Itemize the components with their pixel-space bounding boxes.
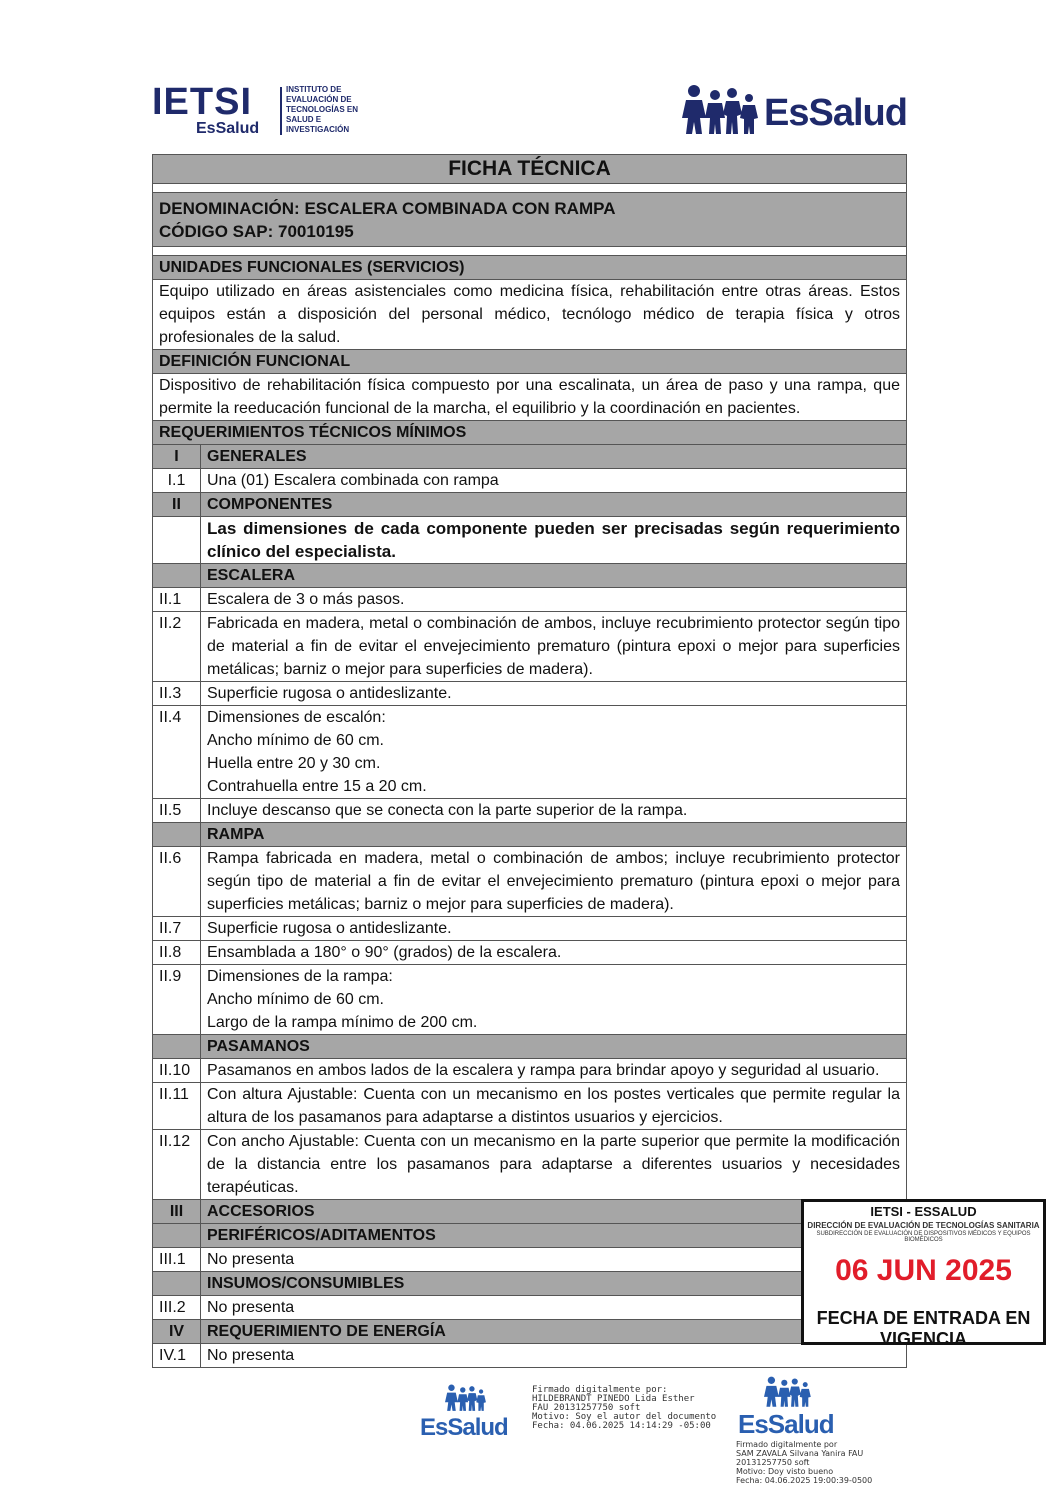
section-heading: COMPONENTES [201, 493, 907, 517]
row-number: II.5 [153, 799, 201, 823]
subsection-heading: INSUMOS/CONSUMIBLES [201, 1272, 907, 1296]
signature-logo-text: EsSalud [738, 1409, 834, 1439]
signature-line: Firmado digitalmente por [736, 1440, 838, 1449]
row-line: Dimensiones de escalón: [207, 709, 386, 726]
section-heading: GENERALES [201, 445, 907, 469]
table-row [153, 1130, 907, 1200]
row-text: No presenta [201, 1344, 907, 1368]
essalud-family-icon [444, 1384, 488, 1412]
table-row [153, 847, 907, 917]
table-row [153, 1296, 907, 1320]
row-number: IV.1 [153, 1344, 201, 1368]
section-heading: REQUERIMIENTO DE ENERGÍA [201, 1320, 907, 1344]
signature-logo [420, 1384, 510, 1444]
signature-line: FAU 20131257750 soft [532, 1403, 641, 1413]
table-row [153, 564, 907, 588]
row-number: IV [153, 1320, 201, 1344]
table-row [153, 799, 907, 823]
row-number [153, 564, 201, 588]
signature-line: HILDEBRANDT PINEDO Lida Esther [532, 1394, 695, 1404]
validity-stamp [801, 1199, 1046, 1349]
row-number: II.10 [153, 1059, 201, 1083]
components-note: Las dimensiones de cada componente pueden ser precisadas según requerimiento clínico del especialista. [201, 517, 907, 564]
row-number: I.1 [153, 469, 201, 493]
row-number: III.2 [153, 1296, 201, 1320]
spacer-row [153, 184, 907, 193]
row-number: II.4 [153, 706, 201, 799]
row-text: Una (01) Escalera combinada con rampa [201, 469, 907, 493]
row-number: I [153, 445, 201, 469]
ficha-tecnica-table [152, 154, 907, 1368]
row-number [153, 823, 201, 847]
signature-line: SAM ZAVALA Silvana Yanira FAU [736, 1449, 864, 1458]
stamp-subdireccion: SUBDIRECCIÓN DE EVALUACIÓN DE DISPOSITIVOS MÉDICOS Y EQUIPOS BIOMÉDICOS [816, 1231, 1031, 1243]
table-row [153, 1059, 907, 1083]
row-line: Largo de la rampa mínimo de 200 cm. [207, 1014, 478, 1031]
row-number [153, 1035, 201, 1059]
table-row [153, 965, 907, 1035]
definicion-text: Dispositivo de rehabilitación física compuesto por una escalinata, un área de paso y una rampa, que permite la reeducación funcional de la marcha, el equilibrio y la coordinación en pacientes. [153, 374, 907, 421]
row-line: Ancho mínimo de 60 cm. [207, 991, 384, 1008]
essalud-logo-text: EsSalud [764, 92, 907, 134]
table-row [153, 1248, 907, 1272]
row-number: II.3 [153, 682, 201, 706]
row-text [201, 706, 907, 799]
row-number: II.7 [153, 917, 201, 941]
row-number: III [153, 1200, 201, 1224]
row-text: Ensamblada a 180° o 90° (grados) de la escalera. [201, 941, 907, 965]
row-text: Pasamanos en ambos lados de la escalera y rampa para brindar apoyo y seguridad al usuario. [201, 1059, 907, 1083]
definicion-title: DEFINICIÓN FUNCIONAL [153, 350, 907, 374]
stamp-label: FECHA DE ENTRADA EN VIGENCIA [816, 1308, 1031, 1349]
table-row [153, 1200, 907, 1224]
ietsi-logo-sub: EsSalud [196, 120, 260, 137]
row-number [153, 1224, 201, 1248]
table-row [153, 588, 907, 612]
row-text: Escalera de 3 o más pasos. [201, 588, 907, 612]
signature-logo [738, 1376, 838, 1438]
table-row [153, 1035, 907, 1059]
subsection-heading: RAMPA [201, 823, 907, 847]
unidades-text: Equipo utilizado en áreas asistenciales como medicina física, rehabilitación entre otras áreas. Estos equipos están a disposición del personal médico, tecnólogo médico de terapia física y otros profesionales de la salud. [153, 280, 907, 350]
table-row [153, 682, 907, 706]
row-line: Ancho mínimo de 60 cm. [207, 732, 384, 749]
requerimientos-title: REQUERIMIENTOS TÉCNICOS MÍNIMOS [153, 421, 907, 445]
signature-line: 20131257750 soft [736, 1458, 810, 1467]
signature-line: Fecha: 04.06.2025 19:00:39-0500 [736, 1476, 873, 1485]
stamp-organization: IETSI - ESSALUD [870, 1204, 977, 1219]
ietsi-logo-word: IETSI [152, 81, 253, 123]
table-row [153, 917, 907, 941]
signature-line: Motivo: Soy el autor del documento [532, 1412, 717, 1422]
essalud-logo [682, 82, 907, 136]
codigo-sap: CÓDIGO SAP: 70010195 [159, 222, 354, 241]
ietsi-logo-divider [280, 87, 282, 135]
row-text: Con ancho Ajustable: Cuenta con un mecanismo en la parte superior que permite la modificación de la distancia entre los pasamanos para adaptarse a diferentes usuarios y necesidades terapéuticas. [201, 1130, 907, 1200]
essalud-family-icon [763, 1376, 813, 1408]
row-text: No presenta [201, 1296, 907, 1320]
table-row [153, 1344, 907, 1368]
row-line: Dimensiones de la rampa: [207, 968, 393, 985]
table-row [153, 445, 907, 469]
row-text: Superficie rugosa o antideslizante. [201, 917, 907, 941]
table-row [153, 1083, 907, 1130]
row-number: II.9 [153, 965, 201, 1035]
table-row [153, 1320, 907, 1344]
row-number [153, 1272, 201, 1296]
table-row [153, 823, 907, 847]
table-row [153, 1224, 907, 1248]
ietsi-logo [152, 83, 367, 139]
row-text [201, 965, 907, 1035]
row-number: III.1 [153, 1248, 201, 1272]
row-text: No presenta [201, 1248, 907, 1272]
subsection-heading: ESCALERA [201, 564, 907, 588]
table-row [153, 517, 907, 564]
signature-line: Fecha: 04.06.2025 14:14:29 -05:00 [532, 1421, 711, 1431]
row-text: Fabricada en madera, metal o combinación de ambos, incluye recubrimiento protector según tipo de material a fin de evitar el envejecimiento prematuro (pintura epoxi o mejor para superficies metálicas; barniz o mejor para superficies de madera). [201, 612, 907, 682]
row-number: II.2 [153, 612, 201, 682]
denominacion: DENOMINACIÓN: ESCALERA COMBINADA CON RAMPA [159, 199, 616, 218]
row-number: II.6 [153, 847, 201, 917]
unidades-title: UNIDADES FUNCIONALES (SERVICIOS) [153, 256, 907, 280]
section-heading: ACCESORIOS [201, 1200, 907, 1224]
signature-logo-text: EsSalud [420, 1414, 508, 1441]
table-row [153, 612, 907, 682]
document-title: FICHA TÉCNICA [153, 155, 907, 184]
stamp-date: 06 JUN 2025 [835, 1254, 1012, 1287]
row-text: Superficie rugosa o antideslizante. [201, 682, 907, 706]
row-number [153, 517, 201, 564]
table-row [153, 706, 907, 799]
signature-line: Firmado digitalmente por: [532, 1385, 668, 1395]
spacer-row [153, 247, 907, 256]
table-row [153, 1272, 907, 1296]
row-number: II.8 [153, 941, 201, 965]
row-text: Con altura Ajustable: Cuenta con un mecanismo en los postes verticales que permite regular la altura de los pasamanos para adaptarse a distintos usuarios y ejercicios. [201, 1083, 907, 1130]
essalud-family-icon [682, 84, 760, 136]
row-text: Rampa fabricada en madera, metal o combinación de ambos; incluye recubrimiento protector según tipo de material a fin de evitar el envejecimiento prematuro (pintura epoxi o mejor para superficies metálicas; barniz o mejor para superficies de madera). [201, 847, 907, 917]
digital-signature-1 [532, 1386, 716, 1431]
signature-line: Motivo: Doy visto bueno [736, 1467, 834, 1476]
table-row [153, 493, 907, 517]
table-row [153, 469, 907, 493]
digital-signature-2 [736, 1440, 872, 1485]
row-text: Incluye descanso que se conecta con la parte superior de la rampa. [201, 799, 907, 823]
stamp-direccion: DIRECCIÓN DE EVALUACIÓN DE TECNOLOGÍAS SANITARIA [807, 1221, 1040, 1230]
ietsi-logo-description: INSTITUTO DE EVALUACIÓN DE TECNOLOGÍAS EN SALUD E INVESTIGACIÓN [286, 85, 359, 134]
row-number: II.12 [153, 1130, 201, 1200]
subsection-heading: PERIFÉRICOS/ADITAMENTOS [201, 1224, 907, 1248]
row-number: II.11 [153, 1083, 201, 1130]
table-row [153, 941, 907, 965]
row-line: Huella entre 20 y 30 cm. [207, 755, 381, 772]
subsection-heading: PASAMANOS [201, 1035, 907, 1059]
row-line: Contrahuella entre 15 a 20 cm. [207, 778, 427, 795]
row-number: II [153, 493, 201, 517]
row-number: II.1 [153, 588, 201, 612]
